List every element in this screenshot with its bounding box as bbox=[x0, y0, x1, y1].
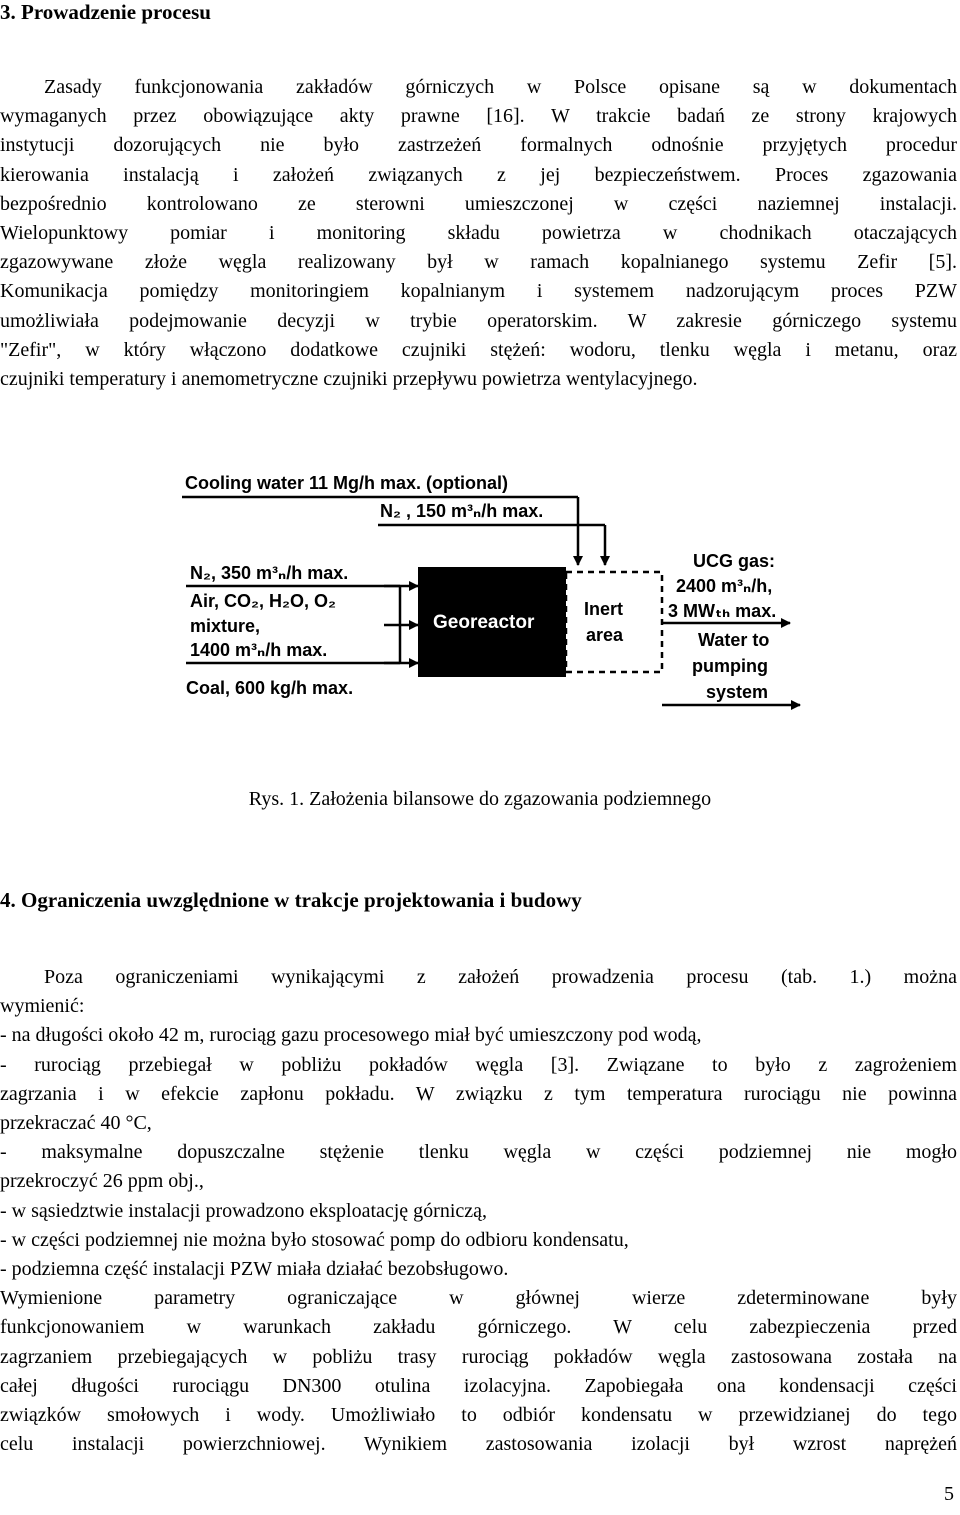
text-line: Wymienione parametry ograniczające w głównej wierze zdeterminowane były bbox=[0, 1287, 957, 1310]
section-heading-4: 4. Ograniczenia uwzględnione w trakcje projektowania i budowy bbox=[0, 888, 582, 912]
text-line: umożliwiała podejmowanie decyzji w trybie operatorskim. W zakresie górniczego systemu bbox=[0, 309, 957, 332]
ucg-balance-diagram bbox=[0, 455, 960, 725]
list-item: - podziemna część instalacji PZW miała działać bezobsługowo. bbox=[0, 1258, 509, 1281]
list-item: - w części podziemnej nie można było stosować pomp do odbioru kondensatu, bbox=[0, 1228, 629, 1251]
text-line: Wielopunktowy pomiar i monitoring składu powietrza w chodnikach otaczających bbox=[0, 222, 957, 245]
text-line: całej długości rurociągu DN300 otulina izolacyjna. Zapobiegała ona kondensacji części bbox=[0, 1374, 957, 1397]
list-item: - rurociąg przebiegał w pobliżu pokładów węgla [3]. Związane to było z zagrożeniem bbox=[0, 1053, 957, 1076]
ucg-gas-label-1: UCG gas: bbox=[693, 551, 776, 571]
text-line: zgazowywane złoże węgla realizowany był w ramach kopalnianego systemu Zefir [5]. bbox=[0, 251, 957, 274]
text-line: bezpośrednio kontrolowano ze sterowni umieszczonej w części naziemnej instalacji. bbox=[0, 192, 957, 215]
list-item: - w sąsiedztwie instalacji prowadzono eksploatację górniczą, bbox=[0, 1199, 488, 1222]
paragraph-process bbox=[0, 73, 957, 394]
inert-label-2: area bbox=[586, 625, 624, 645]
n2-left-label: N₂, 350 m³ₙ/h max. bbox=[190, 563, 349, 583]
list-item: - na długości około 42 m, rurociąg gazu procesowego miał być umieszczony pod wodą, bbox=[0, 1024, 702, 1047]
ucg-gas-label-3: 3 MWₜₕ max. bbox=[668, 601, 777, 621]
inert-label-1: Inert bbox=[584, 599, 624, 619]
coal-label: Coal, 600 kg/h max. bbox=[186, 678, 354, 698]
water-label-2: pumping bbox=[692, 656, 768, 676]
inert-area-box bbox=[566, 572, 662, 672]
text-line: wymienić: bbox=[0, 995, 85, 1018]
text-line: celu instalacji powierzchniowej. Wynikiem zastosowania izolacji był wzrost naprężeń bbox=[0, 1433, 957, 1456]
georeactor-label: Georeactor bbox=[433, 612, 535, 633]
text-line: zagrzania i w efekcie zapłonu pokładu. W związku z tym temperatura rurociągu nie powinna bbox=[0, 1082, 957, 1105]
cooling-water-label: Cooling water 11 Mg/h max. (optional) bbox=[185, 473, 509, 493]
water-label-3: system bbox=[706, 682, 769, 702]
text-line: Poza ograniczeniami wynikającymi z założeń prowadzenia procesu (tab. 1.) można bbox=[44, 966, 957, 988]
section-heading-3: 3. Prowadzenie procesu bbox=[0, 0, 211, 24]
text-line: instytucji dozorujących nie było zastrzeżeń formalnych odnośnie przyjętych procedur bbox=[0, 134, 957, 157]
air-mix-label-3: 1400 m³ₙ/h max. bbox=[190, 640, 328, 660]
water-label-1: Water to bbox=[698, 630, 770, 650]
ucg-gas-label-2: 2400 m³ₙ/h, bbox=[676, 576, 773, 596]
text-line: czujniki temperatury i anemometryczne czujniki przepływu powietrza wentylacyjnego. bbox=[0, 368, 698, 391]
text-line: przekroczyć 26 ppm obj., bbox=[0, 1170, 204, 1193]
list-item: - maksymalne dopuszczalne stężenie tlenku węgla w części podziemnej nie mogło bbox=[0, 1141, 957, 1164]
air-mix-label-1: Air, CO₂, H₂O, O₂ bbox=[190, 591, 337, 611]
text-line: związków smołowych i wody. Umożliwiało to odbiór kondensatu w przewidzianej do tego bbox=[0, 1404, 957, 1427]
text-line: kierowania instalacją i założeń związanych z jej bezpieczeństwem. Proces zgazowania bbox=[0, 163, 957, 186]
n2-top-label: N₂ , 150 m³ₙ/h max. bbox=[380, 501, 544, 521]
page-number: 5 bbox=[944, 1483, 954, 1505]
text-line: Zasady funkcjonowania zakładów górniczych w Polsce opisane są w dokumentach bbox=[44, 76, 957, 98]
text-line: przekraczać 40 °C, bbox=[0, 1112, 152, 1135]
text-line: funkcjonowaniem w warunkach zakładu górniczego. W celu zabezpieczenia przed bbox=[0, 1316, 957, 1339]
text-line: wymaganych przez obowiązujące akty prawne [16]. W trakcie badań ze strony krajowych bbox=[0, 105, 957, 128]
text-line: "Zefir", w który włączono dodatkowe czujniki stężeń: wodoru, tlenku węgla i metanu, oraz bbox=[0, 338, 957, 361]
text-line: zagrzaniem przebiegających w pobliżu trasy rurociąg pokładów węgla zastosowana została na bbox=[0, 1345, 957, 1368]
figure-caption: Rys. 1. Założenia bilansowe do zgazowania podziemnego bbox=[248, 788, 712, 810]
text-line: Komunikacja pomiędzy monitoringiem kopalnianym i systemem nadzorującym proces PZW bbox=[0, 280, 957, 303]
air-mix-label-2: mixture, bbox=[190, 616, 261, 636]
paragraph-constraints bbox=[0, 963, 957, 1459]
